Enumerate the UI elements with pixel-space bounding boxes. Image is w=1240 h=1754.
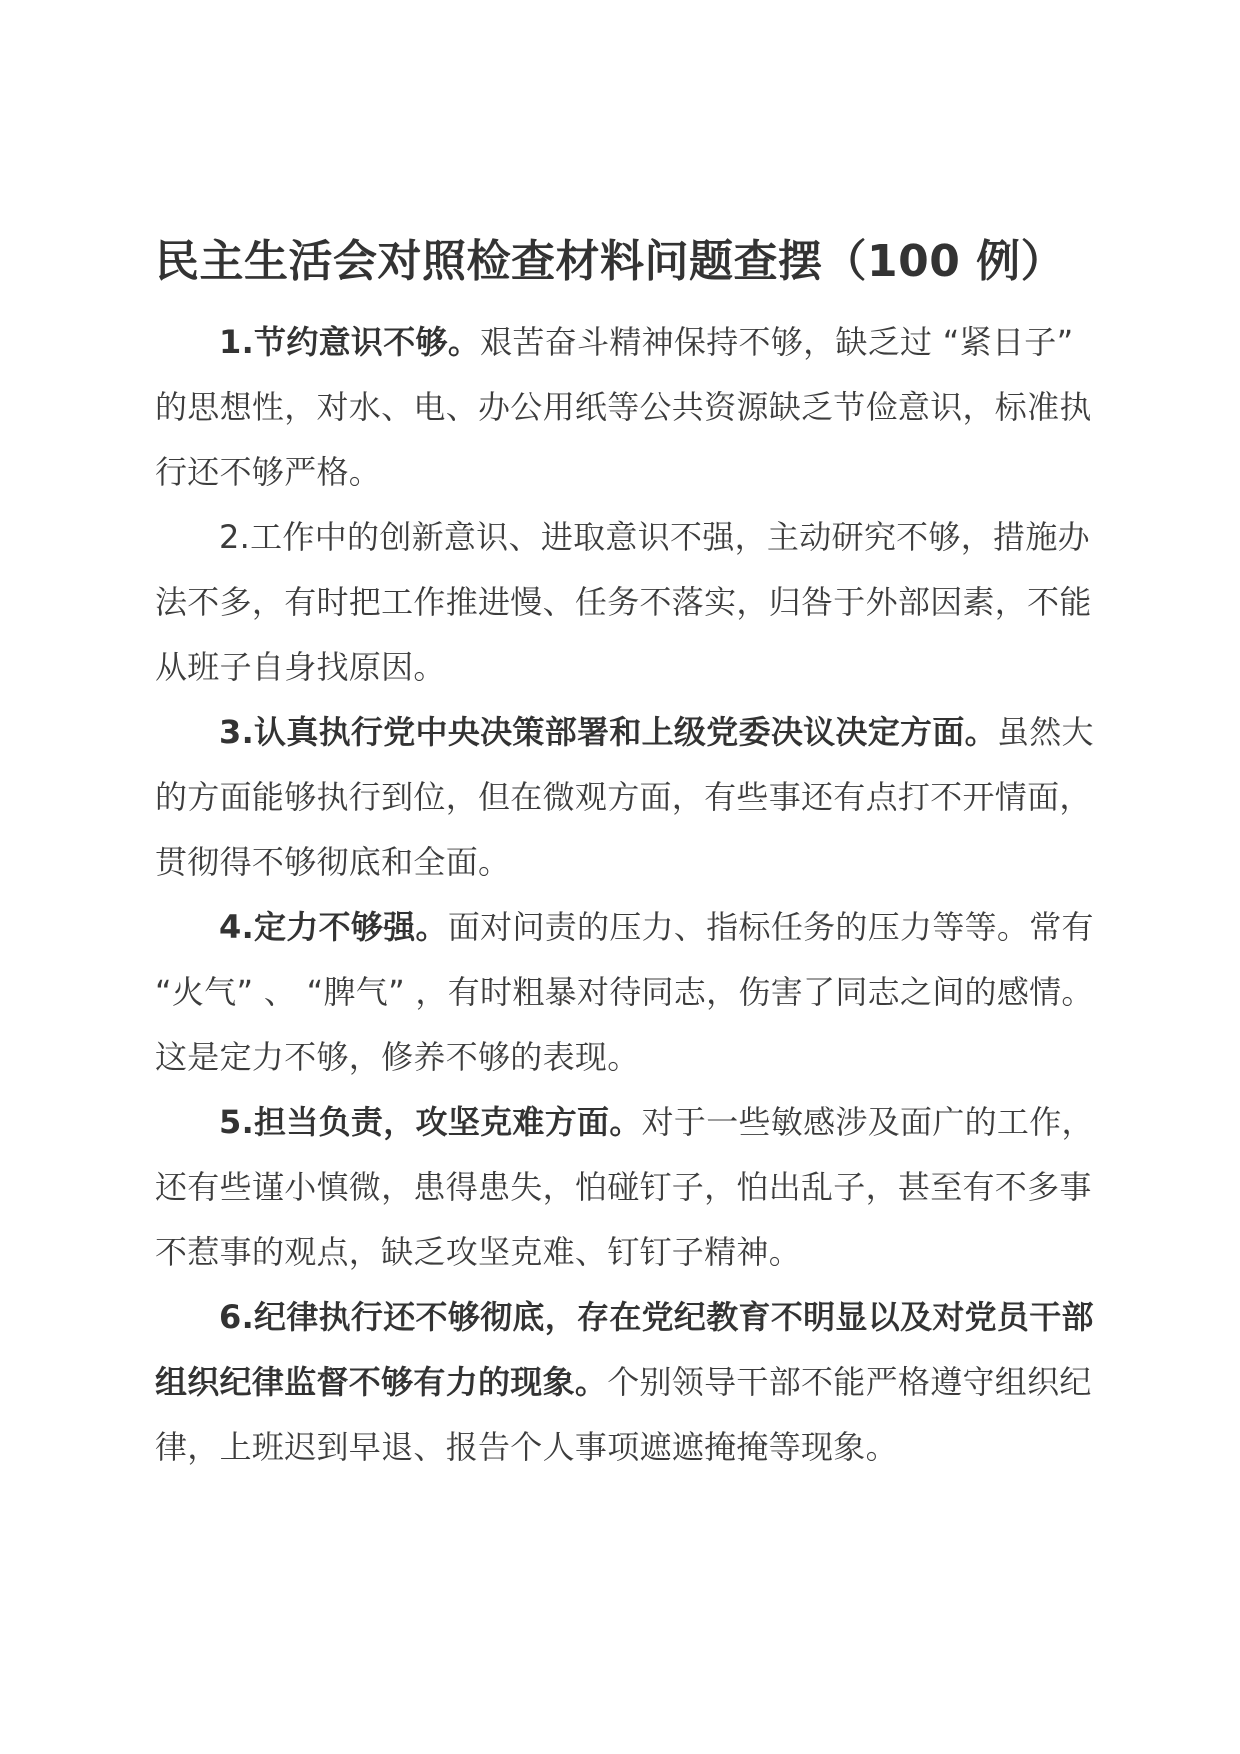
paragraph-5 (155, 1090, 1115, 1285)
paragraph-6 (155, 1285, 1115, 1480)
paragraph-3-text: 虽然大的方面能够执行到位，但在微观方面，有些事还有点打不开情面，贯彻得不够彻底和全面。 (155, 713, 1094, 881)
document-title: 民主生活会对照检查材料问题查摆（100 例） (155, 236, 1066, 287)
paragraph-4-heading: 4.定力不够强。 (219, 908, 448, 946)
document-body (155, 310, 1115, 1480)
paragraph-4-text: 面对问责的压力、指标任务的压力等等。常有 “火气” 、 “脾气” ，有时粗暴对待同志，伤害了同志之间的感情。这是定力不够，修养不够的表现。 (155, 908, 1094, 1076)
paragraph-3-heading: 3.认真执行党中央决策部署和上级党委决议决定方面。 (219, 713, 997, 751)
paragraph-3 (155, 700, 1115, 895)
paragraph-2 (155, 505, 1115, 700)
paragraph-1-heading: 1.节约意识不够。 (219, 323, 481, 361)
paragraph-2-text: 2.工作中的创新意识、进取意识不强，主动研究不够，措施办法不多，有时把工作推进慢、任务不落实，归咎于外部因素，不能从班子自身找原因。 (155, 518, 1092, 686)
paragraph-5-heading: 5.担当负责，攻坚克难方面。 (219, 1103, 642, 1141)
paragraph-6-text: 个别领导干部不能严格遵守组织纪律，上班迟到早退、报告个人事项遮遮掩掩等现象。 (155, 1363, 1092, 1466)
paragraph-5-text: 对于一些敏感涉及面广的工作，还有些谨小慎微，患得患失，怕碰钉子，怕出乱子，甚至有不多事不惹事的观点，缺乏攻坚克难、钉钉子精神。 (155, 1103, 1094, 1271)
paragraph-1-text: 艰苦奋斗精神保持不够，缺乏过 “紧日子” 的思想性，对水、电、办公用纸等公共资源缺乏节俭意识，标准执行还不够严格。 (155, 323, 1092, 491)
paragraph-4 (155, 895, 1115, 1090)
paragraph-1 (155, 310, 1115, 505)
paragraph-6-heading: 6.纪律执行还不够彻底，存在党纪教育不明显以及对党员干部组织纪律监督不够有力的现象。 (155, 1298, 1094, 1401)
